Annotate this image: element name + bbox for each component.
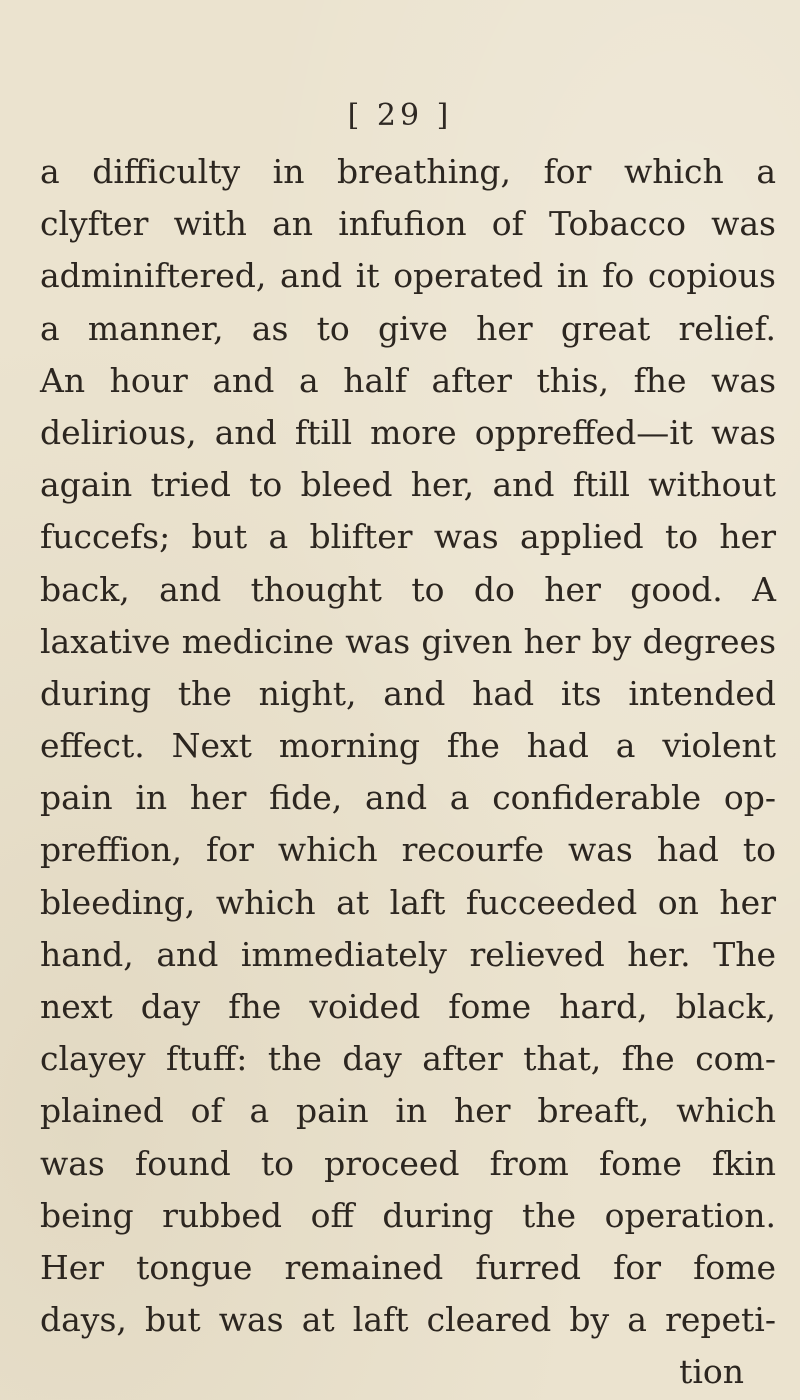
- catchword: tion: [679, 1352, 744, 1392]
- text-line: An hour and a half after this, fhe was: [40, 360, 776, 400]
- text-line: Her tongue remained furred for fome: [40, 1247, 776, 1287]
- text-line: hand, and immediately relieved her. The: [40, 934, 776, 974]
- text-line: clyfter with an infufion of Tobacco was: [40, 204, 776, 244]
- text-line: days, but was at laft cleared by a repeti-: [40, 1300, 776, 1340]
- page-number: [ 29 ]: [347, 98, 453, 133]
- text-line: delirious, and ftill more oppreffed—it was: [40, 412, 776, 452]
- text-line: fuccefs; but a blifter was applied to her: [40, 517, 776, 557]
- text-line: being rubbed off during the operation.: [40, 1195, 776, 1235]
- text-line: again tried to bleed her, and ftill without: [40, 465, 776, 505]
- text-line: adminiftered, and it operated in fo copious: [40, 256, 776, 296]
- text-line: plained of a pain in her breaft, which: [40, 1091, 776, 1131]
- text-line: during the night, and had its intended: [40, 673, 776, 713]
- text-line: pain in her fide, and a confiderable op-: [40, 778, 776, 818]
- text-line: back, and thought to do her good. A: [40, 569, 776, 609]
- text-line: a difficulty in breathing, for which a: [40, 152, 776, 191]
- text-line: effect. Next morning fhe had a violent: [40, 726, 776, 766]
- text-line: preffion, for which recourfe was had to: [40, 830, 776, 870]
- text-line: clayey ftuff: the day after that, fhe com-: [40, 1039, 776, 1079]
- text-line: bleeding, which at laft fucceeded on her: [40, 882, 776, 922]
- text-line: a manner, as to give her great relief.: [40, 308, 776, 348]
- text-line: next day fhe voided fome hard, black,: [40, 987, 776, 1026]
- text-line: was found to proceed from fome fkin: [40, 1143, 776, 1183]
- text-line: laxative medicine was given her by degrees: [40, 621, 776, 661]
- body-text: [40, 146, 776, 1399]
